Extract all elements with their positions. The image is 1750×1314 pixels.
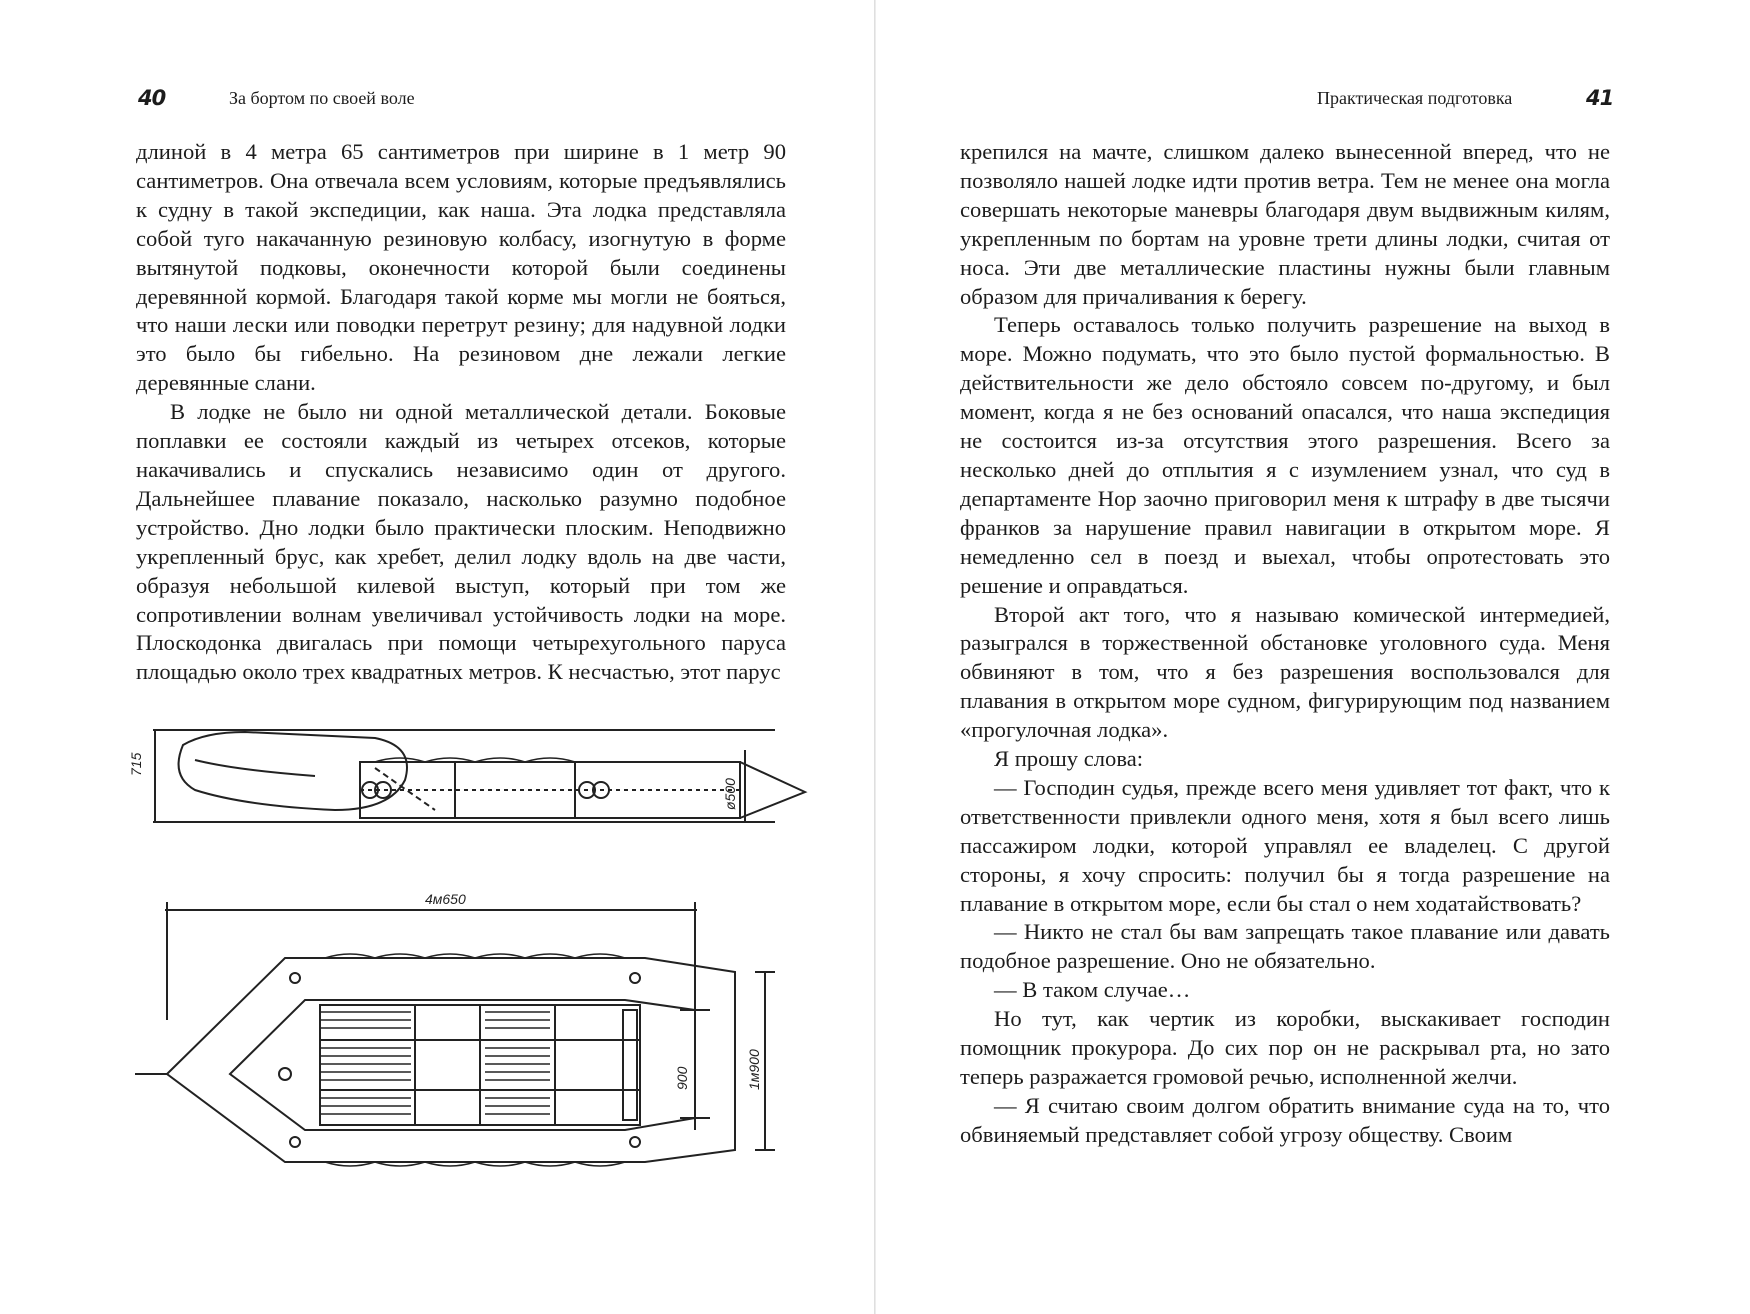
page-number-left: 40 xyxy=(138,86,166,110)
paragraph: В лодке не было ни одной металлической детали. Боковые поплавки ее состояли каждый из четырех отсеков, которые накачивались и спускались независимо один от другого. Дальнейшее плавание показало, насколько разумно подобное устройство. Дно лодки было практически плоским. Неподвижно укрепленный брус, как хребет, делил лодку вдоль на две части, образуя небольшой килевой выступ, который при том же сопротивлении волнам увеличивал устойчивость лодки на море. Плоскодонка двигалась при помощи четырехугольного паруса площадью около трех квадратных метров. К несчастью, этот парус xyxy=(136,399,786,685)
left-page xyxy=(0,0,874,1314)
dim-inner-width-label: 900 xyxy=(674,1066,690,1090)
boat-drawing-figure xyxy=(128,710,795,1190)
dim-width-label: 1м900 xyxy=(746,1049,762,1090)
dim-diameter-label: ø500 xyxy=(722,778,738,810)
paragraph: Второй акт того, что я называю комической интермедией, разыгрался в торжественной обстановке уголовного суда. Меня обвиняют в том, что я без разрешения воспользовался для плавания в открытом море судном, фигурирующим под названием «прогулочная лодка». xyxy=(960,601,1610,743)
paragraph: длиной в 4 метра 65 сантиметров при ширине в 1 метр 90 сантиметров. Она отвечала всем условиям, которые предъявлялись к судну в такой экспедиции, как наша. Эта лодка представляла собой туго накачанную резиновую колбасу, изогнутую в форме вытянутой подковы, оконечности которой были соединены деревянной кормой. Благодаря такой корме мы могли не бояться, что наши лески или поводки перетрут резину; для надувной лодки это было бы гибельно. На резиновом дне лежали легкие деревянные слани. xyxy=(136,139,786,396)
right-page xyxy=(876,0,1750,1314)
paragraph: Но тут, как чертик из коробки, выскакивает господин помощник прокурора. До сих пор он не раскрывал рта, но зато теперь разражается громовой речью, исполненной желчи. xyxy=(960,1006,1610,1089)
paragraph: — Я считаю своим долгом обратить внимание суда на то, что обвиняемый представляет собой угрозу обществу. Своим xyxy=(960,1092,1610,1147)
inflatable-boat-drawing xyxy=(128,710,795,1190)
right-body-text xyxy=(960,138,1610,1150)
paragraph: — Никто не стал бы вам запрещать такое плавание или давать подобное разрешение. Оно не обязательно. xyxy=(960,919,1610,974)
dim-height-label: 715 xyxy=(128,752,144,776)
paragraph: — Господин судья, прежде всего меня удивляет тот факт, что к ответственности привлекли одного меня, хотя я был всего лишь пассажиром лодки, которой управлял ее владелец. С другой стороны, я хочу спросить: получил бы я тогда разрешение на плавание в открытом море, если бы стал о нем ходатайствовать? xyxy=(960,774,1610,916)
paragraph: крепился на мачте, слишком далеко вынесенной вперед, что не позволяло нашей лодке идти против ветра. Тем не менее она могла совершать некоторые маневры благодаря двум выдвижным килям, укрепленным по бортам на уровне трети длины лодки, считая от носа. Эти две металлические пластины нужны были главным образом для причаливания к берегу. xyxy=(960,139,1610,309)
left-body-text xyxy=(136,138,786,687)
page-number-right: 41 xyxy=(1586,86,1614,110)
paragraph: Я прошу слова: xyxy=(994,746,1144,772)
running-head-left: За бортом по своей воле xyxy=(229,88,415,108)
paragraph: Теперь оставалось только получить разрешение на выход в море. Можно подумать, что это было пустой формальностью. В действительности же дело обстояло совсем по-другому, и был момент, когда я не без оснований опасался, что наша экспедиция не состоится из-за отсутствия этого разрешения. Всего за несколько дней до отплытия я с изумлением узнал, что суд в департаменте Нор заочно приговорил меня к штрафу в две тысячи франков за нарушение правил навигации в открытом море. Я немедленно сел в поезд и выехал, чтобы опротестовать это решение и оправдаться. xyxy=(960,312,1610,598)
dim-length-label: 4м650 xyxy=(425,891,466,907)
running-head-right: Практическая подготовка xyxy=(1317,88,1513,108)
paragraph: — В таком случае… xyxy=(994,977,1191,1003)
